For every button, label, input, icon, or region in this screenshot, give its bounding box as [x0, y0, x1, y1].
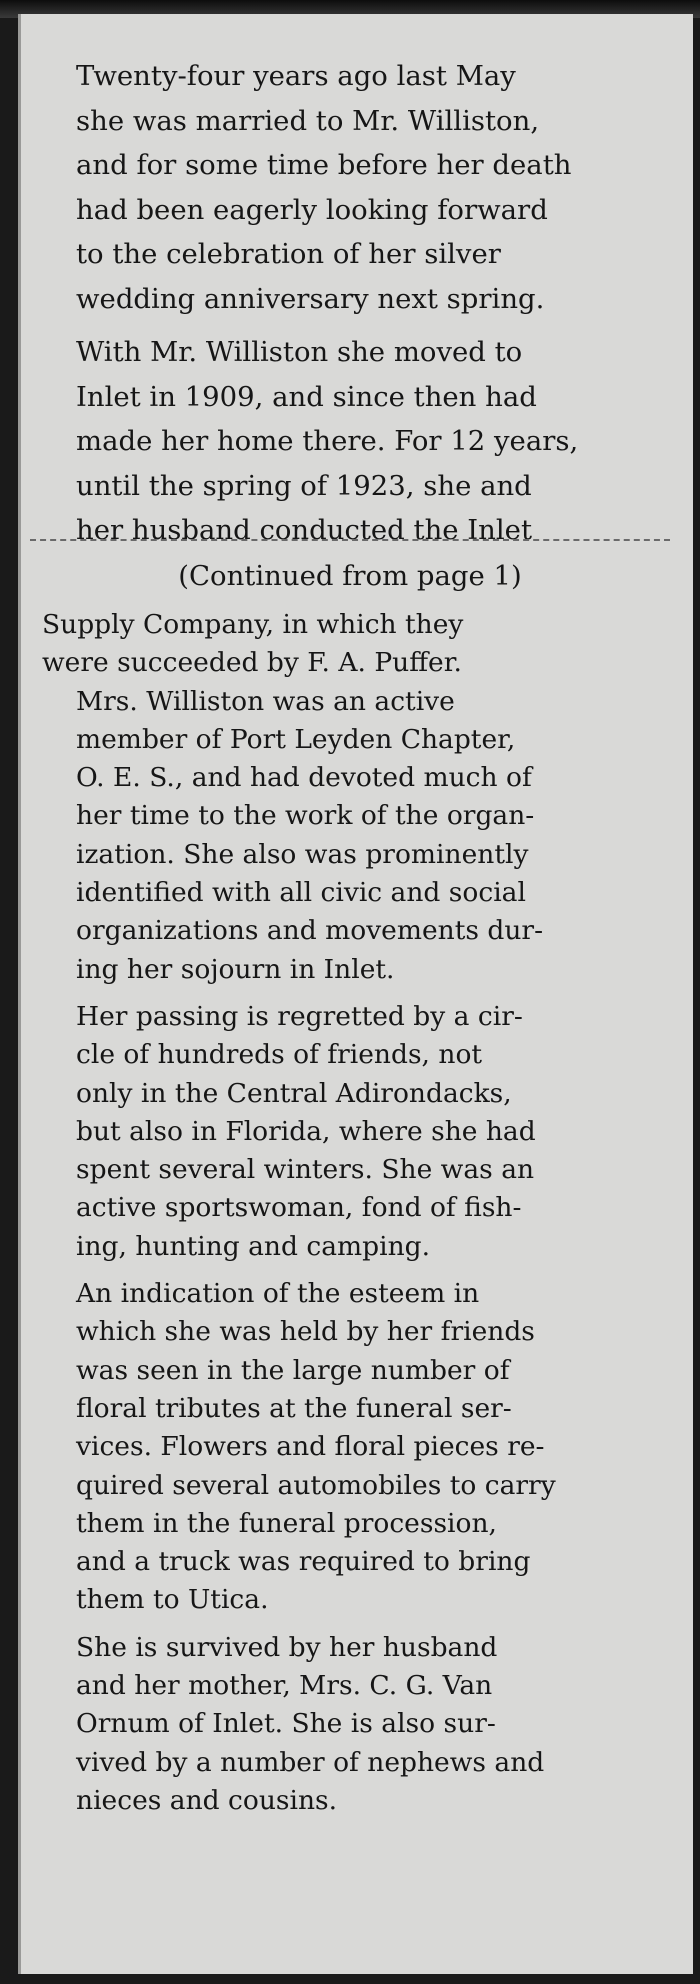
text-line: Mrs. Williston was an active [76, 685, 455, 717]
text-line: quired several automobiles to carry [76, 1469, 556, 1501]
text-line: wedding anniversary next spring. [76, 282, 545, 315]
text-line: which she was held by her friends [76, 1316, 535, 1348]
text-line: identified with all civic and social [76, 877, 526, 909]
text-line: and a truck was required to bring [76, 1546, 531, 1578]
text-line: but also in Florida, where she had [76, 1115, 536, 1147]
article-paragraph [42, 1275, 674, 1620]
text-line: them in the funeral procession, [76, 1507, 497, 1539]
text-line: Inlet in 1909, and since then had [76, 380, 537, 413]
text-line: vices. Flowers and floral pieces re- [76, 1431, 545, 1463]
text-line: nieces and cousins. [76, 1784, 338, 1816]
text-line: was seen in the large number of [76, 1354, 510, 1386]
text-line: them to Utica. [76, 1584, 269, 1616]
text-line: spent several winters. She was an [76, 1154, 535, 1186]
text-line: until the spring of 1923, she and [76, 469, 532, 502]
text-line: her husband conducted the Inlet [76, 514, 532, 546]
text-line: cle of hundreds of friends, not [76, 1039, 483, 1071]
text-line: vived by a number of nephews and [76, 1746, 545, 1778]
article-paragraph [42, 606, 674, 683]
text-line: member of Port Leyden Chapter, [76, 723, 516, 755]
text-line: ing, hunting and camping. [76, 1230, 431, 1262]
text-line: O. E. S., and had devoted much of [76, 762, 532, 794]
text-line: With Mr. Williston she moved to [76, 336, 523, 368]
article-lower-section [42, 606, 674, 1820]
text-line: and her mother, Mrs. C. G. Van [76, 1670, 493, 1702]
text-line: ing her sojourn in Inlet. [76, 953, 395, 985]
paste-seam-divider [30, 539, 670, 541]
article-paragraph [42, 330, 674, 553]
text-line: to the celebration of her silver [76, 238, 501, 270]
text-line: her time to the work of the organ- [76, 800, 535, 832]
text-line: ization. She also was prominently [76, 838, 529, 870]
text-line: Supply Company, in which they [42, 609, 464, 640]
text-line: only in the Central Adirondacks, [76, 1077, 512, 1109]
article-upper-section [42, 54, 674, 553]
article-paragraph [42, 1629, 674, 1820]
text-line: Ornum of Inlet. She is also sur- [76, 1708, 496, 1740]
text-line: organizations and movements dur- [76, 915, 544, 947]
text-line: she was married to Mr. Williston, [76, 104, 540, 137]
article-paragraph [42, 683, 674, 989]
article-paragraph [42, 54, 674, 321]
text-line: She is survived by her husband [76, 1631, 498, 1663]
text-line: active sportswoman, fond of fish- [76, 1192, 522, 1224]
text-line: were succeeded by F. A. Puffer. [42, 647, 462, 679]
text-line: floral tributes at the funeral ser- [76, 1392, 512, 1424]
text-line: had been eagerly looking forward [76, 193, 548, 226]
text-line: Her passing is regretted by a cir- [76, 1000, 523, 1032]
article-paragraph [42, 998, 674, 1266]
text-line: made her home there. For 12 years, [76, 425, 579, 457]
text-line: Twenty-four years ago last May [76, 60, 516, 92]
continued-from-label: (Continued from page 1) [178, 560, 522, 592]
text-line: An indication of the esteem in [76, 1278, 480, 1310]
text-line: and for some time before her death [76, 149, 572, 181]
scan-bottom-edge [0, 1974, 700, 1984]
